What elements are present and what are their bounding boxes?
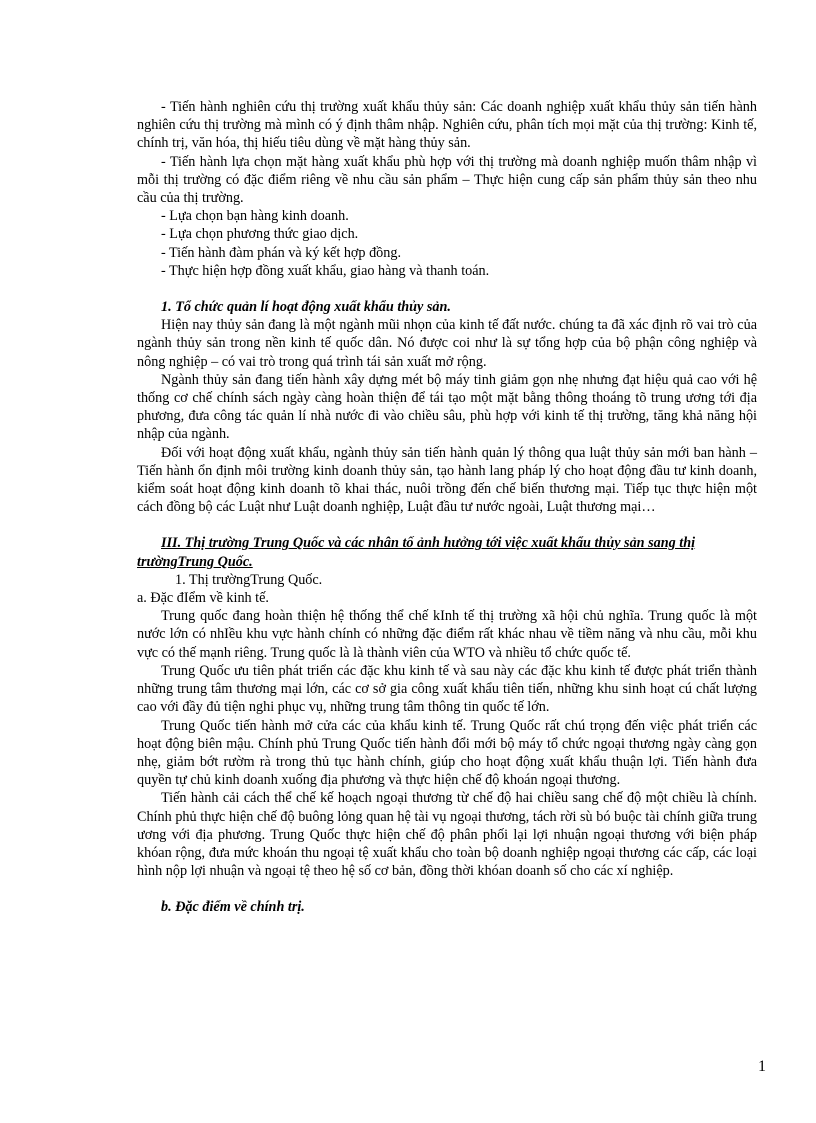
paragraph: - Tiến hành lựa chọn mặt hàng xuất khẩu phù hợp với thị trường mà doanh nghiệp muốn thâm nhập vì mỗi thị trường có đặc điểm riêng về nhu cầu sản phẩm – Thực hiện cung cấp sản phẩm thủy sản theo nhu cầu của thị trường.: [137, 153, 757, 207]
subsection-heading: b. Đặc điểm về chính trị.: [161, 899, 305, 916]
paragraph: Trung quốc đang hoàn thiện hệ thống thể chế kInh tế thị trường xã hội chủ nghĩa. Trung quốc là một nước lớn có nhIều khu vực hành chính có những đặc điểm rất khác nhau về tiềm năng và nhu cầu, mỗi khu vực có thế mạnh riêng. Trung quốc là là thành viên của WTO và nhiều tổ chức quốc tế.: [137, 608, 757, 661]
subsection-heading: a. Đặc đIểm về kinh tế.: [137, 590, 269, 607]
list-item: - Thực hiện hợp đồng xuất khẩu, giao hàng và thanh toán.: [161, 262, 490, 279]
paragraph: Đối với hoạt động xuất khẩu, ngành thủy sản tiến hành quản lý thông qua luật thủy sản mới ban hành – Tiến hành ổn định môi trường kinh doanh thủy sản, tạo hành lang pháp lý cho hoạt động đầu tư kinh doanh, kiểm soát hoạt động kinh doanh tõ khai thác, nuôi trồng đến chế biến thương mại. Tiếp tục thực hiện một cách đồng bộ các Luật như Luật doanh nghiệp, Luật đầu tư nước ngoài, Luật thương mại…: [137, 444, 757, 516]
section-heading: 1. Tổ chức quản lí hoạt động xuất khẩu thủy sản.: [161, 299, 451, 316]
paragraph: - Tiến hành nghiên cứu thị trường xuất khẩu thủy sản: Các doanh nghiệp xuất khẩu thủy sản tiến hành nghiên cứu thị trường mà mình có ý định thâm nhập. Nghiên cứu, phân tích mọi mặt của thị trường: Kinh tế, chính trị, văn hóa, thị hiếu tiêu dùng về mặt hàng thủy sản.: [137, 99, 757, 152]
paragraph: Tiến hành cải cách thể chế kế hoạch ngoại thương từ chế độ hai chiều sang chế độ một chiều là chính. Chính phủ thực hiện chế độ buông lỏng quan hệ tài vụ ngoại thương, tách rời sù bó buộc tài chính giữa trung ương với địa phương. Trung Quốc thực hiện chế độ phân phối lại lợi nhuận ngoại thương với biện pháp khóan rộng, đưa mức khoán thu ngoại tệ xuất khẩu cho toàn bộ doanh nghiệp ngoại thương các cấp, các loại hình nộp lợi nhuận và ngoại tệ theo hệ số cơ bản, đồng thời khóan doanh số cho các xí nghiệp.: [137, 790, 757, 880]
subsection-heading: 1. Thị trườngTrung Quốc.: [175, 571, 323, 588]
paragraph: Trung Quốc tiến hành mở cửa các của khẩu kinh tế. Trung Quốc rất chú trọng đến việc phát triển các hoạt động biên mậu. Chính phủ Trung Quốc tiến hành đổi mới bộ máy tổ chức ngoại thương ngày càng gọn nhẹ, giảm bớt rườm rà trong thủ tục hành chính, giúp cho hoạt động xuất khẩu thuận lợi. Tiến hành đưa quyền tự chủ kinh doanh xuống địa phương và thực hiện chế độ khoán ngoại thương.: [137, 717, 757, 789]
document-body: [137, 98, 757, 917]
page-number: 1: [758, 1058, 766, 1075]
list-item: - Tiến hành đàm phán và ký kết hợp đồng.: [161, 244, 401, 261]
paragraph: Hiện nay thủy sản đang là một ngành mũi nhọn của kinh tế đất nước. chúng ta đã xác định rõ vai trò của ngành thủy sản trong nền kinh tế quốc dân. Nó được coi như là sự tổng hợp của bộ phận công nghiệp và nông nghiệp – có vai trò trong quá trình tái sản xuất mở rộng.: [137, 317, 757, 370]
chapter-heading: III. Thị trường Trung Quốc và các nhân tố ảnh hưởng tới việc xuất khẩu thủy sản sang thị trườngTrung Quốc.: [137, 535, 696, 570]
paragraph: Trung Quốc ưu tiên phát triển các đặc khu kinh tế và sau này các đặc khu kinh tế được phát triển thành những trung tâm thương mại lớn, các cơ sở gia công xuất khẩu tiên tiến, những khu sinh hoạt cú chất lượng cao với đầy đủ tiện nghi phục vụ, những trung tâm thông tin quốc tế lớn.: [137, 662, 757, 716]
list-item: - Lựa chọn phương thức giao dịch.: [161, 226, 359, 243]
list-item: - Lựa chọn bạn hàng kinh doanh.: [161, 208, 349, 225]
paragraph: Ngành thủy sản đang tiến hành xây dựng mét bộ máy tinh giảm gọn nhẹ nhưng đạt hiệu quả cao với hệ thống cơ chế chính sách ngày càng hoàn thiện để tái tạo một mặt bằng thông thoáng tõ trung ương tới địa phương, đưa công tác quản lí nhà nước đi vào chiều sâu, phù hợp với kinh tế thị trường, tăng khả năng hội nhập của ngành.: [137, 371, 757, 443]
